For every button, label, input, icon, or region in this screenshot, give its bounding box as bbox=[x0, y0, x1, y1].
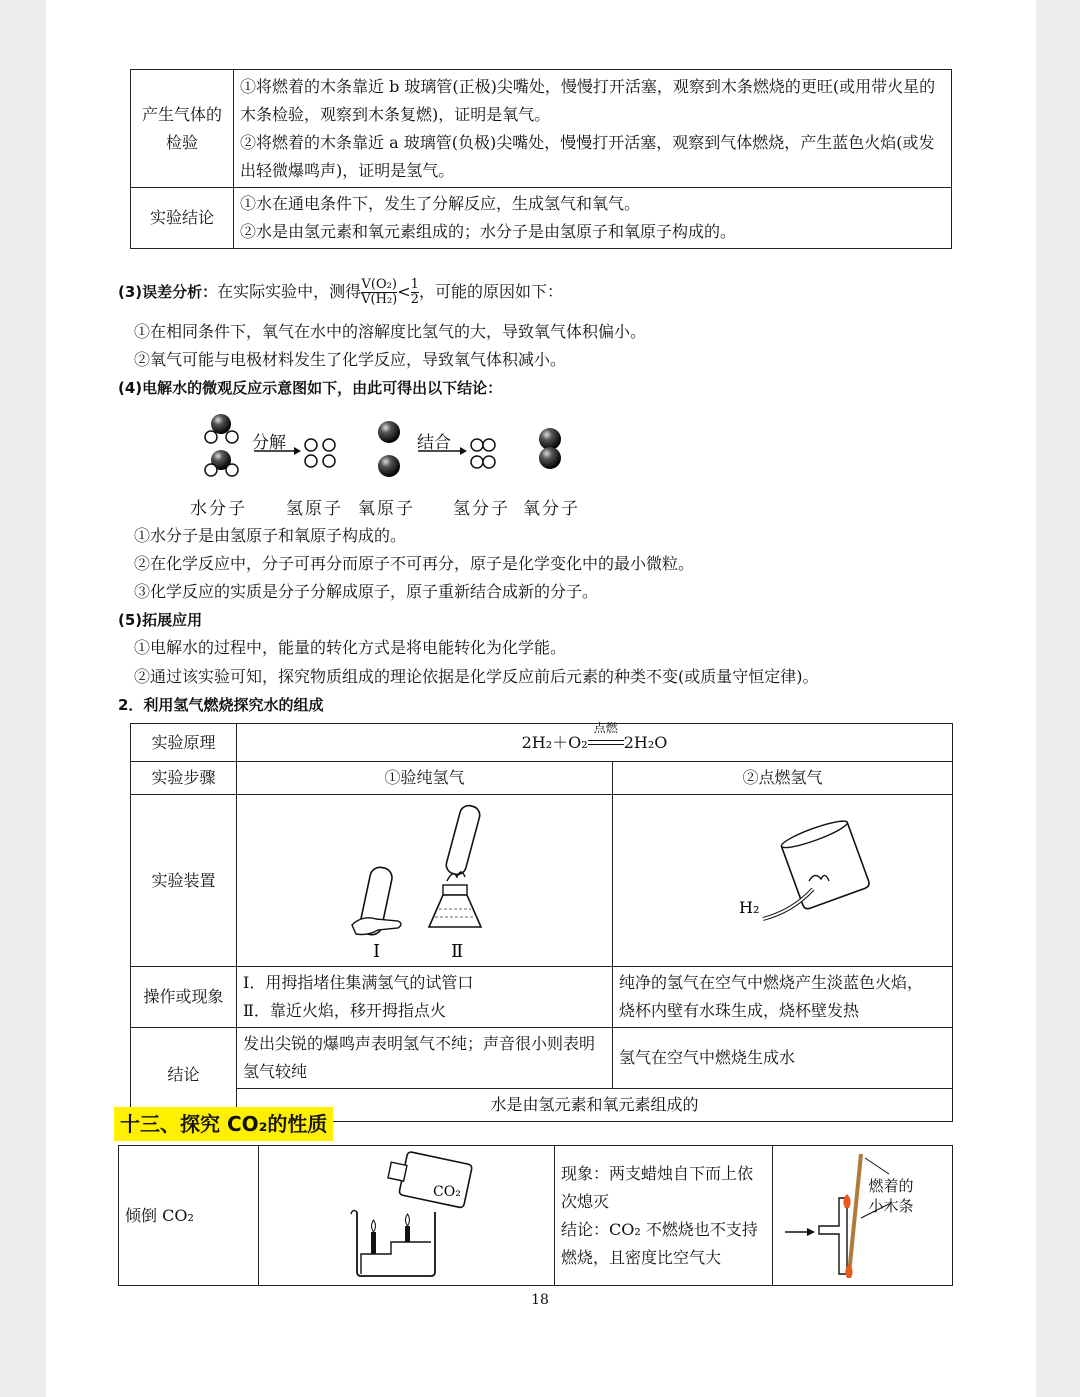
ignite-apparatus bbox=[613, 795, 953, 967]
svg-text:CO₂: CO₂ bbox=[433, 1184, 461, 1200]
micro-diagram-heading: (4)电解水的微观反应示意图如下，由此可得出以下结论： bbox=[118, 379, 503, 397]
combine-label: 结合 bbox=[417, 433, 451, 453]
hydrogen-combustion-heading: 2．利用氢气燃烧探究水的组成 bbox=[118, 696, 324, 714]
arrow-right-icon bbox=[294, 447, 301, 455]
oxygen-test-text: ①将燃着的木条靠近 b 玻璃管(正极)尖嘴处，慢慢打开活塞，观察到木条燃烧的更旺(或用带火星的木条检验，观察到木条复燃)，证明是氧气。 bbox=[240, 76, 936, 124]
purity-conclusion: 发出尖锐的爆鸣声表明氢气不纯；声音很小则表明氢气较纯 bbox=[237, 1028, 613, 1089]
hydrogen-test-text: ②将燃着的木条靠近 a 玻璃管(负极)尖嘴处，慢慢打开活塞，观察到气体燃烧，产生蓝色火焰(或发出轻微爆鸣声)，证明是氢气。 bbox=[240, 132, 935, 180]
test-tube-lamp-illustration bbox=[347, 797, 517, 965]
hydrogen-molecules-icon bbox=[471, 439, 495, 468]
half-fraction: $\frac{1}{2}$ bbox=[410, 277, 419, 307]
error-analysis-heading: (3)误差分析：在实际实验中，测得 $\frac{\text{V(O₂)}}{\text{V(H₂)}}$ < $\frac{1}{2}$ ，可能的原因如下： bbox=[118, 277, 563, 307]
oxygen-atoms-icon bbox=[378, 421, 400, 477]
candle-icon bbox=[371, 1232, 376, 1254]
purity-test-apparatus bbox=[237, 795, 613, 967]
purity-operation: Ⅰ．用拇指堵住集满氢气的试管口 Ⅱ．靠近火焰，移开拇指点火 bbox=[237, 967, 613, 1028]
steps-label: 实验步骤 bbox=[131, 762, 237, 795]
svg-text:Ⅱ: Ⅱ bbox=[451, 941, 464, 962]
step-ignite-hydrogen: ②点燃氢气 bbox=[613, 762, 953, 795]
wooden-stick-icon bbox=[849, 1154, 861, 1274]
micro-conclusion-1: ①水分子是由氢原子和氧原子构成的。 bbox=[134, 526, 407, 545]
application-heading: (5)拓展应用 bbox=[118, 611, 203, 629]
burning-stick-label: 燃着的小木条 bbox=[868, 1177, 914, 1215]
hydrogen-atom-label: 氢原子 bbox=[286, 499, 343, 519]
micro-conclusion-3: ③化学反应的实质是分子分解成原子，原子重新结合成新的分子。 bbox=[134, 582, 599, 601]
apparatus-label: 实验装置 bbox=[131, 795, 237, 967]
pour-co2-figure bbox=[259, 1146, 555, 1286]
hydrogen-atoms-icon bbox=[305, 439, 335, 467]
pour-co2-label: 倾倒 CO₂ bbox=[119, 1146, 259, 1286]
burning-stick-figure bbox=[773, 1146, 953, 1286]
decompose-label: 分解 bbox=[252, 433, 286, 453]
oxygen-molecule-icon bbox=[539, 428, 561, 469]
result-label: 结论 bbox=[131, 1028, 237, 1122]
pour-co2-illustration bbox=[345, 1148, 505, 1282]
t-tube-icon bbox=[819, 1198, 847, 1274]
co2-table bbox=[118, 1145, 953, 1286]
page-number: 18 bbox=[531, 1292, 549, 1308]
beaker-over-flame-illustration bbox=[723, 811, 903, 961]
reaction-equation: 2H₂＋O₂ 点燃 2H₂O bbox=[237, 724, 953, 762]
conclusion-content: ①水在通电条件下，发生了分解反应，生成氢气和氧气。 ②水是由氢元素和氧元素组成的；水分子是由氢原子和氧原子构成的。 bbox=[234, 188, 952, 249]
volume-ratio-fraction: $\frac{\text{V(O₂)}}{\text{V(H₂)}}$ bbox=[361, 277, 398, 307]
operation-label: 操作或现象 bbox=[131, 967, 237, 1028]
co2-properties-heading: 十三、探究 CO₂的性质 bbox=[114, 1107, 333, 1141]
ignite-condition: 点燃 bbox=[588, 735, 624, 751]
gas-test-content bbox=[234, 70, 952, 188]
hydrogen-combustion-table bbox=[130, 723, 953, 1122]
principle-label: 实验原理 bbox=[131, 724, 237, 762]
application-2: ②通过该实验可知，探究物质组成的理论依据是化学反应前后元素的种类不变(或质量守恒定律)。 bbox=[134, 667, 819, 686]
conclusion-label: 实验结论 bbox=[131, 188, 234, 249]
svg-text:Ⅰ: Ⅰ bbox=[373, 941, 381, 962]
arrow-right-icon bbox=[807, 1228, 815, 1236]
application-1: ①电解水的过程中，能量的转化方式是将电能转化为化学能。 bbox=[134, 638, 567, 657]
burning-stick-illustration bbox=[777, 1148, 947, 1282]
oxygen-molecule-label: 氧分子 bbox=[523, 499, 580, 519]
error-reason-2: ②氧气可能与电极材料发生了化学反应，导致氧气体积减小。 bbox=[134, 350, 567, 369]
svg-text:H₂: H₂ bbox=[739, 898, 760, 917]
co2-observation: 现象：两支蜡烛自下而上依次熄灭 结论：CO₂ 不燃烧也不支持燃烧，且密度比空气大 bbox=[555, 1146, 773, 1286]
water-molecule-icon bbox=[205, 414, 238, 476]
hydrogen-molecule-label: 氢分子 bbox=[453, 499, 510, 519]
beaker-icon bbox=[357, 1212, 435, 1276]
step-test-purity: ①验纯氢气 bbox=[237, 762, 613, 795]
water-molecule-label: 水分子 bbox=[190, 499, 247, 519]
overall-conclusion: 水是由氢元素和氧元素组成的 bbox=[237, 1089, 953, 1122]
error-reason-1: ①在相同条件下，氧气在水中的溶解度比氢气的大，导致氧气体积偏小。 bbox=[134, 322, 647, 341]
ignite-conclusion: 氢气在空气中燃烧生成水 bbox=[613, 1028, 953, 1089]
ignite-phenomenon: 纯净的氢气在空气中燃烧产生淡蓝色火焰， 烧杯内壁有水珠生成，烧杯壁发热 bbox=[613, 967, 953, 1028]
electrolysis-table bbox=[130, 69, 952, 249]
alcohol-lamp-icon bbox=[429, 895, 481, 927]
arrow-right-icon bbox=[460, 447, 467, 455]
micro-conclusion-2: ②在化学反应中，分子可再分而原子不可再分，原子是化学变化中的最小微粒。 bbox=[134, 554, 695, 573]
oxygen-atom-label: 氧原子 bbox=[358, 499, 415, 519]
flame-icon bbox=[843, 1194, 850, 1208]
gas-test-label: 产生气体的检验 bbox=[131, 70, 234, 188]
candle-icon bbox=[405, 1226, 410, 1242]
